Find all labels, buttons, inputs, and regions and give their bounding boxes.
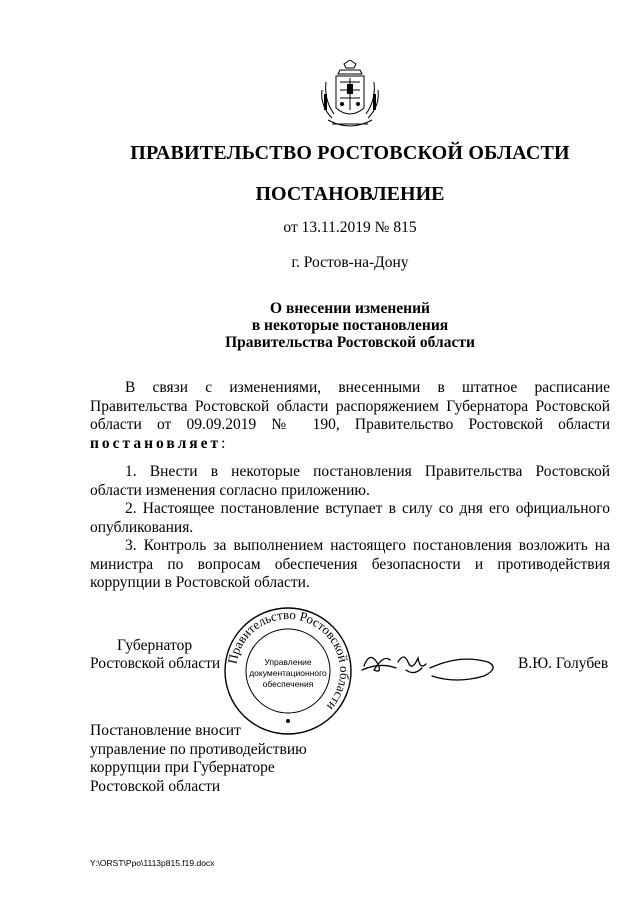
stamp-inner-text: документационного bbox=[249, 668, 327, 678]
decree-item: 1. Внести в некоторые постановления Правительства Ростовской области изменения согласно приложению. bbox=[90, 463, 610, 499]
subject-line: Правительства Ростовской области bbox=[225, 334, 475, 351]
subject-line: О внесении изменений bbox=[270, 300, 430, 317]
decree-items bbox=[90, 463, 610, 593]
decree-item: 2. Настоящее постановление вступает в силу со дня его официального опубликования. bbox=[90, 500, 610, 536]
decree-item: 3. Контроль за выполнением настоящего постановления возложить на министра по вопросам обеспечения безопасности и противодействия коррупции в Ростовской области. bbox=[90, 537, 610, 591]
government-title: ПРАВИТЕЛЬСТВО РОСТОВСКОЙ ОБЛАСТИ bbox=[130, 142, 570, 164]
decree-keyword: постановляет bbox=[90, 434, 222, 452]
signatory-title-line: Губернатор bbox=[117, 637, 193, 654]
signatory-name: В.Ю. Голубев bbox=[518, 655, 609, 672]
signatory-title-line: Ростовской области bbox=[90, 655, 221, 672]
city: г. Ростов-на-Дону bbox=[291, 254, 409, 271]
coat-of-arms-icon bbox=[318, 60, 382, 132]
stamp-inner-text: обеспечения bbox=[262, 679, 314, 689]
preamble-paragraph bbox=[90, 379, 610, 453]
note-line: Постановление вносит bbox=[90, 722, 241, 739]
preamble-text: В связи с изменениями, внесенными в штатное расписание Правительства Ростовской области распоряжением Губернатора Ростовской области от 09.09.2019 № 190, Правительство Ростовской области bbox=[90, 379, 610, 433]
document-subject bbox=[90, 300, 610, 351]
stamp-inner-text: Управление bbox=[264, 657, 312, 667]
official-stamp bbox=[222, 605, 354, 737]
subject-line: в некоторые постановления bbox=[251, 317, 449, 334]
handwritten-signature bbox=[360, 640, 500, 685]
note-line: управление по противодействию bbox=[90, 740, 307, 758]
date-number: от 13.11.2019 № 815 bbox=[283, 219, 417, 236]
stamp-outer-text: Правительство Ростовской области bbox=[224, 606, 353, 714]
preamble-end: : bbox=[221, 434, 226, 452]
submitted-by-note bbox=[90, 722, 307, 796]
file-path: Y:\ORST\Ppo\1113p815.f19.docx bbox=[90, 858, 215, 868]
document-type: ПОСТАНОВЛЕНИЕ bbox=[255, 183, 445, 205]
note-line: Ростовской области bbox=[90, 777, 221, 795]
signatory-title bbox=[90, 637, 220, 673]
note-line: коррупции при Губернаторе bbox=[90, 759, 275, 776]
